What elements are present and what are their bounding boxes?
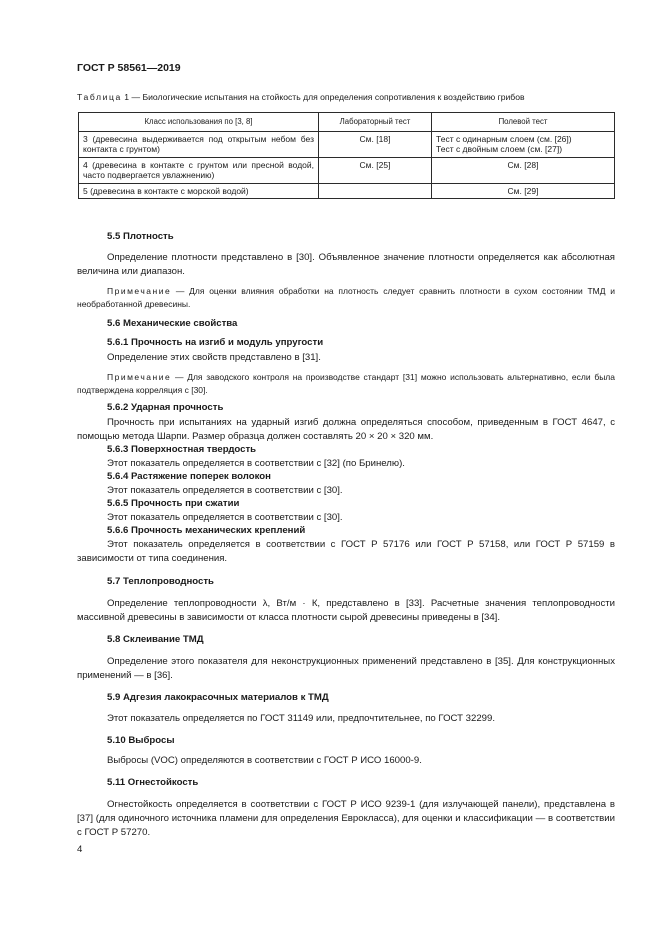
section-5-10-text: Выбросы (VOC) определяются в соответствии с ГОСТ Р ИСО 16000-9. <box>107 755 422 766</box>
page-number: 4 <box>77 844 83 855</box>
section-5-11-heading: 5.11 Огнестойкость <box>107 777 199 788</box>
column-header-field: Полевой тест <box>432 113 615 132</box>
table-header-row <box>79 113 615 132</box>
section-5-6-4-text: Этот показатель определяется в соответствии с [30]. <box>107 485 343 496</box>
note-text: — Для заводского контроля на производстве стандарт [31] можно использовать альтернативно, если была подтверждена корреляция с [30]. <box>77 372 615 395</box>
table-row <box>79 157 615 183</box>
section-5-5-text: Определение плотности представлено в [30]. Объявленное значение плотности определяется как абсолютная величина или диапазон. <box>77 252 615 278</box>
section-5-5-note <box>77 285 615 311</box>
table-cell-class: 4 (древесина в контакте с грунтом или пресной водой, часто подвергается увлажнению) <box>79 157 319 183</box>
table-row <box>79 183 615 199</box>
section-5-8-text: Определение этого показателя для неконструкционных применений представлено в [35]. Для конструкционных применений — в [36]. <box>77 656 615 682</box>
section-5-6-3-heading: 5.6.3 Поверхностная твердость <box>107 444 257 455</box>
section-5-6-1-note <box>77 371 615 397</box>
note-label: Примечание <box>107 286 172 296</box>
table-cell-lab: См. [18] <box>319 131 432 157</box>
section-5-6-2-heading: 5.6.2 Ударная прочность <box>107 402 224 413</box>
section-5-7-heading: 5.7 Теплопроводность <box>107 576 214 587</box>
section-5-6-2-text: Прочность при испытаниях на ударный изгиб должна определяться способом, приведенным в ГОСТ 4647, с помощью метода Шарпи. Размер образца должен составлять 20 × 20 × 320 мм. <box>77 417 615 443</box>
table-caption-label: Таблица <box>77 92 122 102</box>
section-5-6-1-heading: 5.6.1 Прочность на изгиб и модуль упругости <box>107 337 324 348</box>
section-5-6-5-heading: 5.6.5 Прочность при сжатии <box>107 498 240 509</box>
table-cell-class: 5 (древесина в контакте с морской водой) <box>79 183 319 199</box>
section-5-6-heading: 5.6 Механические свойства <box>107 318 238 329</box>
table-cell-class: 3 (древесина выдерживается под открытым небом без контакта с грунтом) <box>79 131 319 157</box>
section-5-10-heading: 5.10 Выбросы <box>107 735 175 746</box>
section-5-6-5-text: Этот показатель определяется в соответствии с [30]. <box>107 512 343 523</box>
document-code-header: ГОСТ Р 58561—2019 <box>77 62 181 74</box>
section-5-6-4-heading: 5.6.4 Растяжение поперек волокон <box>107 471 271 482</box>
table-cell-field: См. [29] <box>432 183 615 199</box>
table-cell-lab: См. [25] <box>319 157 432 183</box>
table-caption <box>77 92 525 102</box>
biotest-table <box>78 112 615 199</box>
section-5-6-3-text: Этот показатель определяется в соответствии с [32] (по Бринелю). <box>107 458 405 469</box>
section-5-5-heading: 5.5 Плотность <box>107 231 174 242</box>
table-cell-field: Тест с одинарным слоем (см. [26]) Тест с двойным слоем (см. [27]) <box>432 131 615 157</box>
table-cell-field: См. [28] <box>432 157 615 183</box>
table-row <box>79 131 615 157</box>
section-5-11-text: Огнестойкость определяется в соответствии с ГОСТ Р ИСО 9239-1 (для излучающей панели), представлена в [37] (для одиночного источника пламени для определения Еврокласса), для оценки и классификации — в соответствии с ГОСТ Р 57270. <box>77 799 615 839</box>
section-5-9-heading: 5.9 Адгезия лакокрасочных материалов к ТМД <box>107 692 329 703</box>
note-label: Примечание <box>107 372 172 382</box>
section-5-7-text: Определение теплопроводности λ, Вт/м · К, представлено в [33]. Расчетные значения теплопроводности массивной древесины в зависимости от класса плотности сырой древесины приведены в [34]. <box>77 598 615 624</box>
section-5-6-6-heading: 5.6.6 Прочность механических креплений <box>107 525 306 536</box>
section-5-6-1-text: Определение этих свойств представлено в [31]. <box>107 352 321 363</box>
column-header-lab: Лабораторный тест <box>319 113 432 132</box>
section-5-8-heading: 5.8 Склеивание ТМД <box>107 634 204 645</box>
column-header-class: Класс использования по [3, 8] <box>79 113 319 132</box>
table-cell-lab <box>319 183 432 199</box>
table-caption-text: 1 — Биологические испытания на стойкость для определения сопротивления к воздействию грибов <box>121 92 525 102</box>
section-5-9-text: Этот показатель определяется по ГОСТ 31149 или, предпочтительнее, по ГОСТ 32299. <box>107 713 496 724</box>
section-5-6-6-text: Этот показатель определяется в соответствии с ГОСТ Р 57176 или ГОСТ Р 57158, или ГОСТ Р 57159 в зависимости от типа соединения. <box>77 539 615 565</box>
note-text: — Для оценки влияния обработки на плотность следует сравнить плотности в сухом состоянии ТМД и необработанной древесины. <box>77 286 615 309</box>
